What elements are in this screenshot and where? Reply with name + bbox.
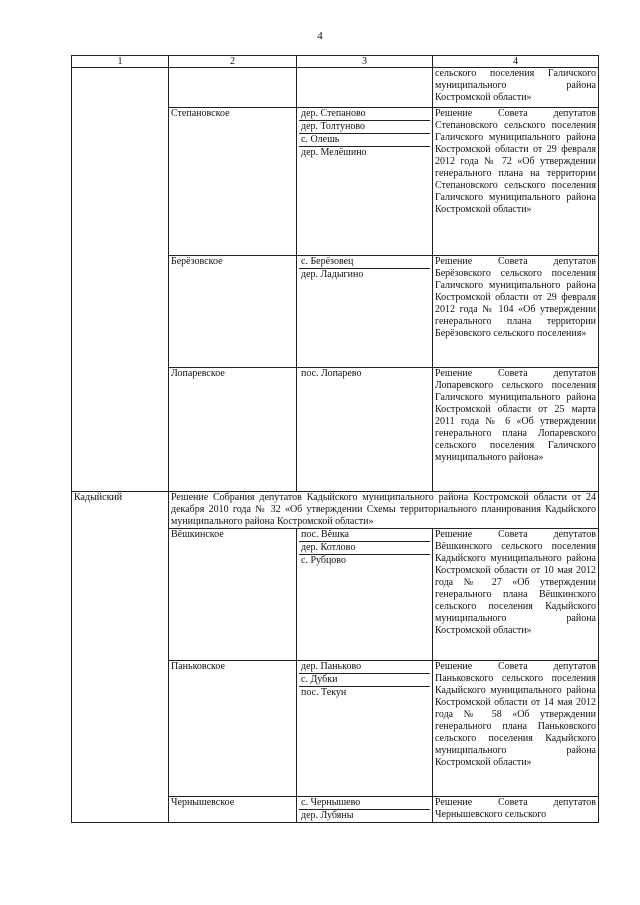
village-name: с. Чернышево <box>299 797 430 810</box>
settlements-table <box>71 55 599 823</box>
district-decision: Решение Собрания депутатов Кадыйского муниципального района Костромской области от 24 декабря 2010 года № 32 «Об утверждении Схемы территориального планирования Кадыйского муниципального района Костромской области» <box>169 492 599 529</box>
village-name: пос. Лопарево <box>301 368 362 379</box>
villages-cell-empty <box>297 68 433 108</box>
settlement-name: Лопаревское <box>169 368 297 492</box>
village-name: с. Берёзовец <box>299 256 430 269</box>
decision-text: Решение Совета депутатов Берёзовского сельского поселения Галичского муниципального района Костромской области от 29 февраля 2012 года № 104 «Об утверждении генерального плана территории Берёзовского сельского поселения» <box>433 256 599 368</box>
village-name: с. Олешь <box>299 134 430 147</box>
village-name: с. Дубки <box>299 674 430 687</box>
settlement-name: Паньковское <box>169 661 297 797</box>
village-name: дер. Толтуново <box>299 121 430 134</box>
settlement-name: Берёзовское <box>169 256 297 368</box>
decision-text: Решение Совета депутатов Степановского сельского поселения Галичского муниципального района Костромской области от 29 февраля 2012 года № 72 «Об утверждении генерального плана на территории Степановского сельского поселения Галичского муниципального района Костромской области» <box>433 108 599 256</box>
villages-list <box>297 256 433 368</box>
village-name: дер. Степаново <box>299 108 430 121</box>
villages-list <box>297 368 433 492</box>
village-name: дер. Паньково <box>299 661 430 674</box>
district-name: Кадыйский <box>72 492 169 823</box>
column-header-3: 3 <box>297 56 433 68</box>
decision-text: Решение Совета депутатов Вёшкинского сельского поселения Кадыйского муниципального района Костромской области от 10 мая 2012 года № 27 «Об утверждении генерального плана Вёшкинского сельского поселения Кадыйского муниципального района Костромской области» <box>433 529 599 661</box>
village-name: дер. Котлово <box>299 542 430 555</box>
village-name: дер. Лубяны <box>301 810 354 821</box>
table-row-continuation <box>72 68 599 108</box>
column-header-1: 1 <box>72 56 169 68</box>
district-cell-empty <box>72 68 169 492</box>
settlement-name: Вёшкинское <box>169 529 297 661</box>
decision-continued: сельского поселения Галичского муниципального района Костромской области» <box>433 68 599 108</box>
villages-list <box>297 797 433 823</box>
villages-list <box>297 529 433 661</box>
villages-list <box>297 108 433 256</box>
decision-text: Решение Совета депутатов Паньковского сельского поселения Кадыйского муниципального района Костромской области от 14 мая 2012 года № 58 «Об утверждении генерального плана Паньковского сельского поселения Кадыйского муниципального района Костромской области» <box>433 661 599 797</box>
header-row <box>72 56 599 68</box>
village-name: пос. Вёшка <box>299 529 430 542</box>
table-row-kadyi-district <box>72 492 599 529</box>
settlement-name: Чернышевское <box>169 797 297 823</box>
page-number: 4 <box>317 30 323 42</box>
villages-list <box>297 661 433 797</box>
column-header-4: 4 <box>433 56 599 68</box>
decision-text: Решение Совета депутатов Лопаревского сельского поселения Галичского муниципального района Костромской области от 25 марта 2011 года № 6 «Об утверждении генерального плана Лопаревского сельского поселения Галичского муниципального района» <box>433 368 599 492</box>
settlement-name: Степановское <box>169 108 297 256</box>
decision-text: Решение Совета депутатов Чернышевского сельского <box>433 797 599 823</box>
settlement-cell-empty <box>169 68 297 108</box>
village-name: с. Рубцово <box>301 555 346 566</box>
village-name: пос. Текун <box>301 687 347 698</box>
village-name: дер. Ладыгино <box>301 269 364 280</box>
column-header-2: 2 <box>169 56 297 68</box>
village-name: дер. Мелёшино <box>301 147 367 158</box>
